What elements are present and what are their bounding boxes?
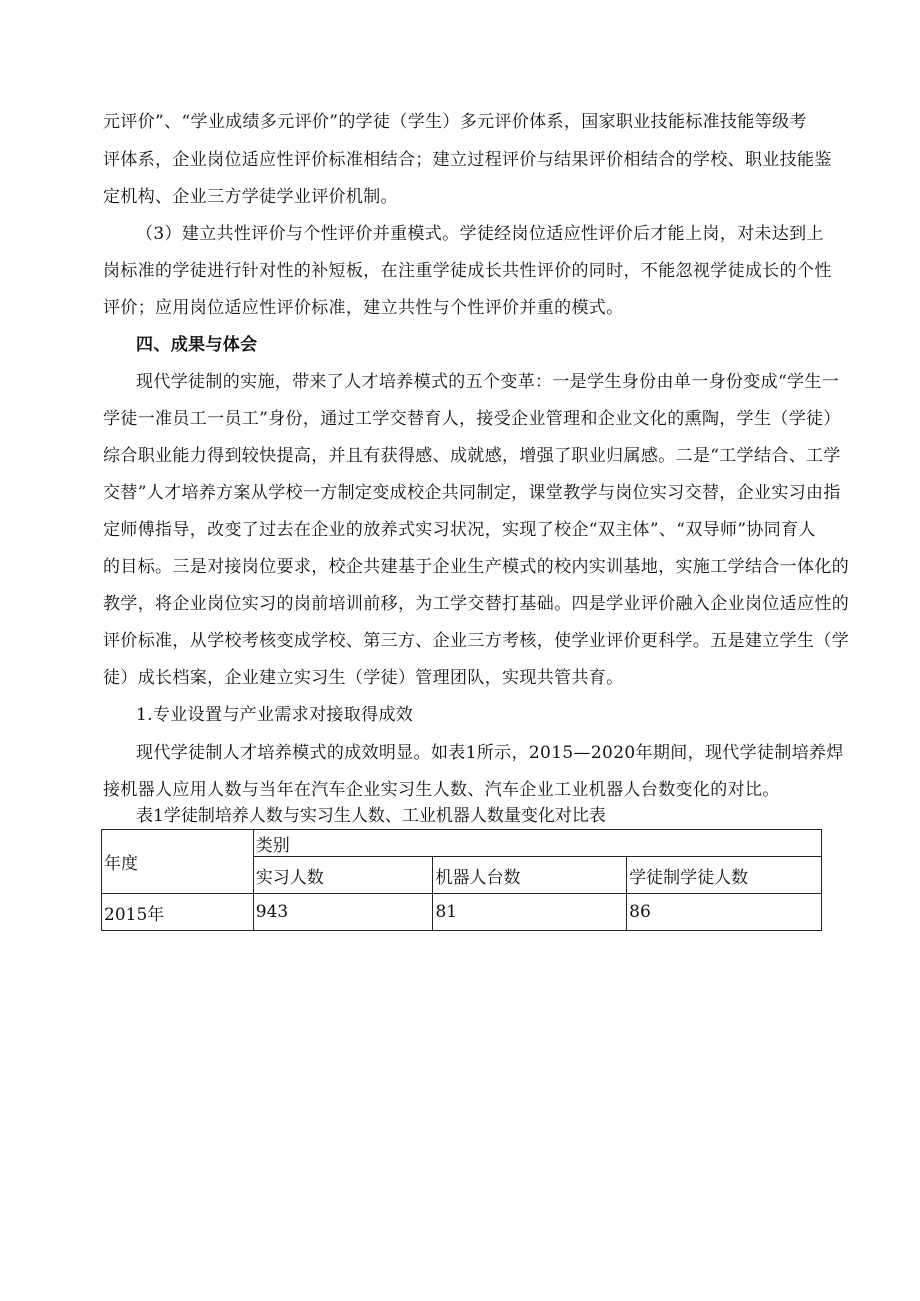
table-row bbox=[102, 894, 822, 931]
row-year: 2015年 bbox=[102, 894, 254, 931]
section-heading: 四、成果与体会 bbox=[136, 335, 258, 355]
table-header-row bbox=[102, 830, 822, 857]
paragraph-line: 综合职业能力得到较快提高，并且有获得感、成就感，增强了职业归属感。二是“工学结合、工学 bbox=[103, 446, 841, 466]
paragraph-line: 评体系，企业岗位适应性评价标准相结合；建立过程评价与结果评价相结合的学校、职业技能鉴 bbox=[103, 150, 832, 170]
column-header-apprentices: 学徒制学徒人数 bbox=[627, 857, 822, 894]
paragraph-line: 交替”人才培养方案从学校一方制定变成校企共同制定，课堂教学与岗位实习交替，企业实习由指 bbox=[103, 483, 841, 503]
paragraph-line: 接机器人应用人数与当年在汽车企业实习生人数、汽车企业工业机器人台数变化的对比。 bbox=[103, 780, 780, 800]
column-header-robots: 机器人台数 bbox=[433, 857, 627, 894]
paragraph-line: 的目标。三是对接岗位要求，校企共建基于企业生产模式的校内实训基地，实施工学结合一体化的 bbox=[103, 557, 850, 577]
row-robots: 81 bbox=[433, 894, 627, 931]
paragraph-line: 学徒一准员工一员工”身份，通过工学交替育人，接受企业管理和企业文化的熏陶，学生（学徒） bbox=[103, 409, 841, 429]
paragraph-line: 岗标准的学徒进行针对性的补短板，在注重学徒成长共性评价的同时，不能忽视学徒成长的个性 bbox=[103, 261, 832, 281]
paragraph-line: 现代学徒制的实施，带来了人才培养模式的五个变革：一是学生身份由单一身份变成“学生一 bbox=[136, 372, 840, 392]
paragraph-line: 评价；应用岗位适应性评价标准，建立共性与个性评价并重的模式。 bbox=[103, 298, 624, 318]
column-header-interns: 实习人数 bbox=[253, 857, 433, 894]
paragraph-line: （3）建立共性评价与个性评价并重模式。学徒经岗位适应性评价后才能上岗，对未达到上 bbox=[136, 224, 824, 244]
paragraph-line: 元评价”、“学业成绩多元评价”的学徒（学生）多元评价体系，国家职业技能标准技能等级考 bbox=[103, 112, 807, 132]
paragraph-line: 评价标准，从学校考核变成学校、第三方、企业三方考核，使学业评价更科学。五是建立学生（学 bbox=[103, 631, 850, 651]
table-caption: 表1学徒制培养人数与实习生人数、工业机器人数量变化对比表 bbox=[136, 806, 606, 826]
row-interns: 943 bbox=[253, 894, 433, 931]
paragraph-line: 现代学徒制人才培养模式的成效明显。如表1所示，2015—2020年期间，现代学徒制培养焊 bbox=[136, 743, 844, 763]
paragraph-line: 徒）成长档案，企业建立实习生（学徒）管理团队，实现共管共育。 bbox=[103, 668, 624, 688]
subsection-heading: 1.专业设置与产业需求对接取得成效 bbox=[136, 705, 414, 725]
row-apprentices: 86 bbox=[627, 894, 822, 931]
year-header: 年度 bbox=[102, 830, 254, 894]
category-header: 类别 bbox=[253, 830, 821, 857]
paragraph-line: 定机构、企业三方学徒学业评价机制。 bbox=[103, 187, 398, 207]
comparison-table bbox=[101, 829, 822, 931]
paragraph-line: 教学，将企业岗位实习的岗前培训前移，为工学交替打基础。四是学业评价融入企业岗位适应性的 bbox=[103, 594, 850, 614]
paragraph-line: 定师傅指导，改变了过去在企业的放养式实习状况，实现了校企“双主体”、“双导师”协同育人 bbox=[103, 520, 816, 540]
